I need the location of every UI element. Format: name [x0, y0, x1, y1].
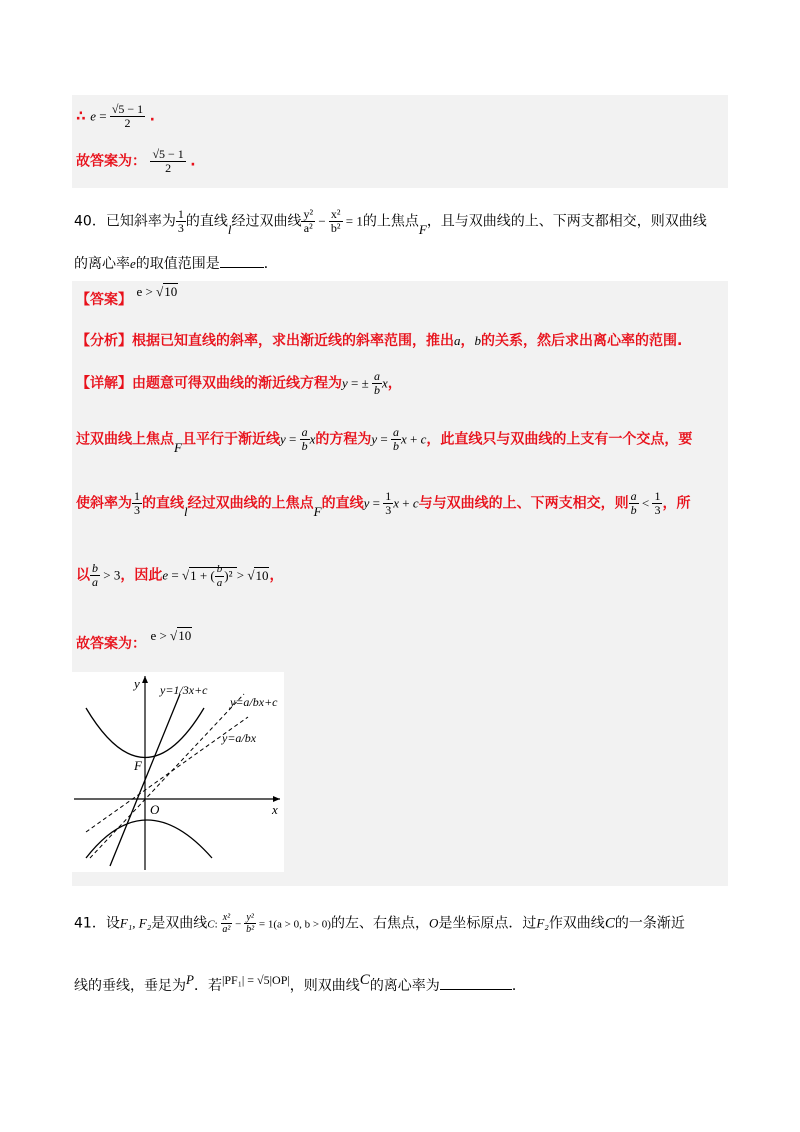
line1-label: y=1/3x+c: [160, 683, 208, 697]
origin-label: O: [150, 802, 160, 817]
q40-detail-line1: 【详解】由题意可得双曲线的渐近线方程为y = ± $\frac{a}{b}$ x，: [76, 369, 402, 397]
q40-graph: [72, 672, 284, 872]
q40-analysis: 【分析】根据已知直线的斜率，求出渐近线的斜率范围，推出a，b的关系，然后求出离心率的范围.: [76, 333, 683, 349]
x-axis-label: x: [272, 802, 278, 817]
line2-label: y=a/bx+c: [230, 695, 278, 709]
q41-answer-blank: [440, 989, 512, 990]
q40-detail-line3: 使斜率为 $\frac{1}{3}$ 的直线l经过双曲线的上焦点F的直线y = $\frac{1}{3}$ x + c与与双曲线的上、下两支相交，则 $\frac{a}{b}$ < $\frac{1}{3}$ ，所: [76, 489, 691, 519]
q40-answer-line: 【答案】 e > √10: [76, 284, 178, 308]
q40-answer-blank: [220, 267, 264, 268]
lower-branch: [86, 820, 212, 858]
q40-answer-label: 【答案】: [76, 292, 132, 308]
q41-stem-line1: 41．设F₁, F₂是双曲线C: $\frac{\text{x²}}{\text{a²}}$ − $\frac{\text{y²}}{\text{b²}}$ = 1(a > 0, b > 0)的左、右焦点，O是坐标原点．过F₂作双曲线C的一条渐近: [74, 912, 685, 935]
q40-detail-line2: 过双曲线上焦点F且平行于渐近线y = $\frac{a}{b}$ x的方程为y = $\frac{a}{b}$ x + c，此直线只与双曲线的上支有一个交点，要: [76, 425, 693, 455]
q41-number: 41．: [74, 915, 106, 932]
hyperbola-graph-svg: [72, 672, 284, 872]
q40-number: 40．: [74, 213, 106, 230]
q40-final-answer: 故答案为： e > √10: [76, 628, 192, 652]
q40-stem-line2: 的离心率e的取值范围是 ．: [74, 256, 278, 272]
prev-answer-label: 故答案为：: [76, 153, 146, 170]
q40-detail-line4: 以 $\frac{b}{a}$ > 3，因此e = √1 + ( $\frac{b}{a}$ )² > √10，: [76, 561, 284, 590]
focus-label: F: [134, 758, 142, 773]
q41-stem-line2: 线的垂线，垂足为P．若|PF₁| = √5|OP|，则双曲线C的离心率为 ．: [74, 972, 526, 994]
prev-answer-line: 故答案为： $\frac{√5 - 1}{2}$ .: [76, 147, 196, 175]
y-axis-label: y: [134, 676, 140, 691]
dashed-line-through-focus: [90, 694, 244, 858]
line3-label: y=a/bx: [222, 731, 257, 745]
y-axis-arrow: [142, 676, 148, 683]
q40-stem-line1: 40．已知斜率为 $\frac{1}{3}$ 的直线l经过双曲线 $\frac{\text{y²}}{\text{a²}}$ − $\frac{\text{x²}}{\text{b²}}$ = 1的上焦点F，且与双曲线的上、下两支都相交，则双曲线: [74, 207, 707, 237]
therefore-line: ∴ e = $\frac{√5 - 1}{2}$ .: [76, 102, 155, 130]
